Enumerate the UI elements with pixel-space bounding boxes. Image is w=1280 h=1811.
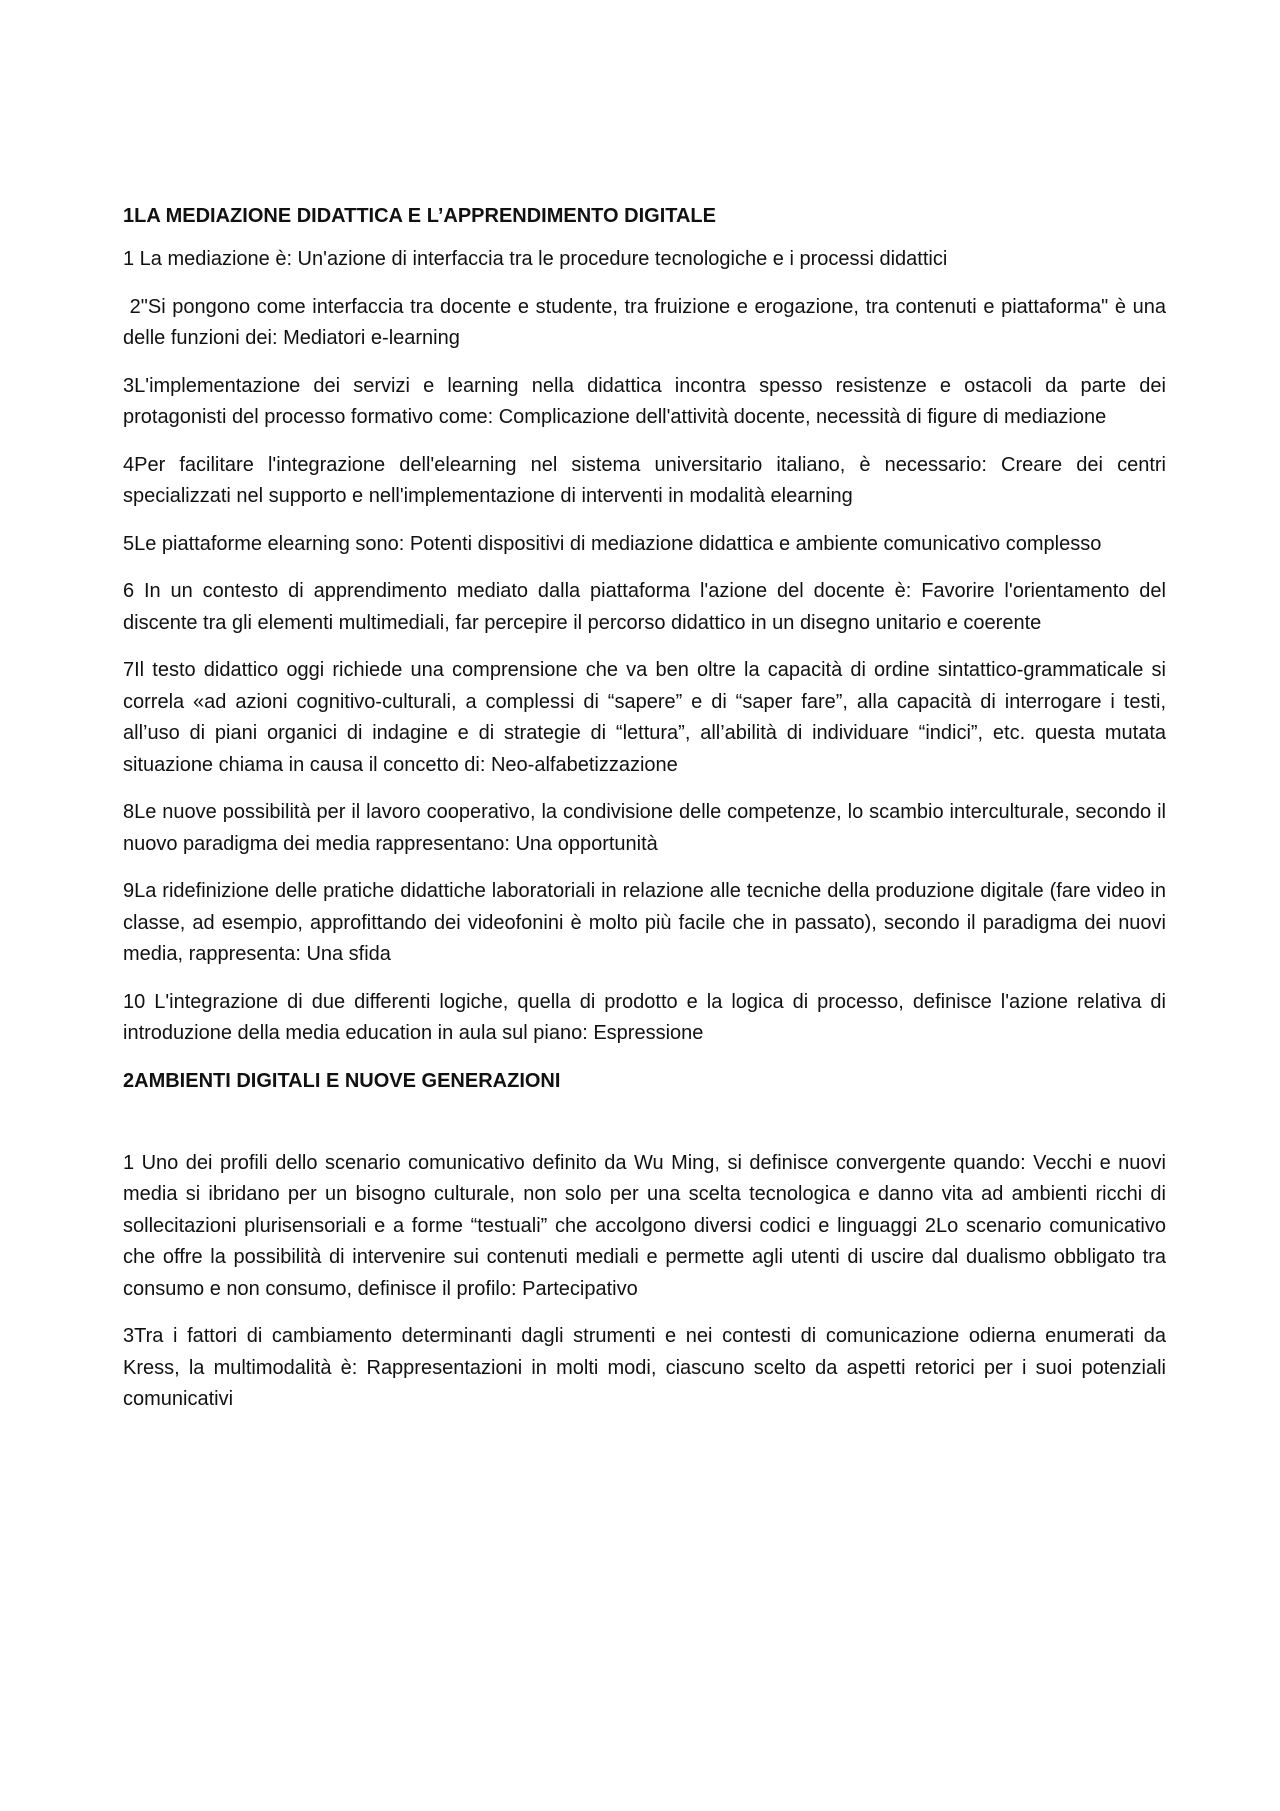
section-1-item-4: 4Per facilitare l'integrazione dell'elearning nel sistema universitario italiano, è necessario: Creare dei centri specializzati nel supporto e nell'implementazione di interventi in modalità elearning [123,453,1166,507]
section-1-item-5: 5Le piattaforme elearning sono: Potenti dispositivi di mediazione didattica e ambiente comunicativo complesso [123,532,1102,555]
section-2-item-1: 1 Uno dei profili dello scenario comunicativo definito da Wu Ming, si definisce convergente quando: Vecchi e nuovi media si ibridano per un bisogno culturale, non solo per una scelta tecnologica e danno vita ad ambienti ricchi di sollecitazioni plurisensoriali e a forme “testuali” che accolgono diversi codici e linguaggi 2Lo scenario comunicativo che offre la possibilità di intervenire sui contenuti mediali e permette agli utenti di uscire dal dualismo obbligato tra consumo e non consumo, definisce il profilo: Partecipativo [123,1151,1166,1300]
section-1-item-1: 1 La mediazione è: Un'azione di interfaccia tra le procedure tecnologiche e i processi didattici [123,248,948,270]
section-1-item-8: 8Le nuove possibilità per il lavoro cooperativo, la condivisione delle competenze, lo scambio interculturale, secondo il nuovo paradigma dei media rappresentano: Una opportunità [123,801,1166,855]
section-1-item-3: 3L'implementazione dei servizi e learning nella didattica incontra spesso resistenze e ostacoli da parte dei protagonisti del processo formativo come: Complicazione dell'attività docente, necessità di figure di mediazione [123,374,1166,428]
section-1-item-10: 10 L'integrazione di due differenti logiche, quella di prodotto e la logica di processo, definisce l'azione relativa di introduzione della media education in aula sul piano: Espressione [123,990,1166,1044]
section-1-item-9: 9La ridefinizione delle pratiche didattiche laboratoriali in relazione alle tecniche della produzione digitale (fare video in classe, ad esempio, approfittando dei videofonini è molto più facile che in passato), secondo il paradigma dei nuovi media, rappresenta: Una sfida [123,880,1166,965]
section-1-item-7: 7Il testo didattico oggi richiede una comprensione che va ben oltre la capacità di ordine sintattico-grammaticale si correla «ad azioni cognitivo-culturali, a complessi di “sapere” e di “saper fare”, alla capacità di interrogare i testi, all’uso di piani organici di indagine e di strategie di “lettura”, all’abilità di individuare “indici”, etc. questa mutata situazione chiama in causa il concetto di: Neo-alfabetizzazione [123,659,1166,776]
section-1-item-2: 2"Si pongono come interfaccia tra docente e studente, tra fruizione e erogazione, tra contenuti e piattaforma" è una delle funzioni dei: Mediatori e-learning [123,295,1172,349]
section-2-heading: 2AMBIENTI DIGITALI E NUOVE GENERAZIONI [123,1069,561,1092]
document-page [123,201,1172,1432]
section-1-item-6: 6 In un contesto di apprendimento mediato dalla piattaforma l'azione del docente è: Favorire l'orientamento del discente tra gli elementi multimediali, far percepire il percorso didattico in un disegno unitario e coerente [123,580,1166,634]
section-2-item-3: 3Tra i fattori di cambiamento determinanti dagli strumenti e nei contesti di comunicazione odierna enumerati da Kress, la multimodalità è: Rappresentazioni in molti modi, ciascuno scelto da aspetti retorici per i suoi potenziali comunicativi [123,1325,1166,1410]
section-spacer [123,1109,1166,1148]
section-1-heading: 1LA MEDIAZIONE DIDATTICA E L’APPRENDIMENTO DIGITALE [123,205,716,227]
